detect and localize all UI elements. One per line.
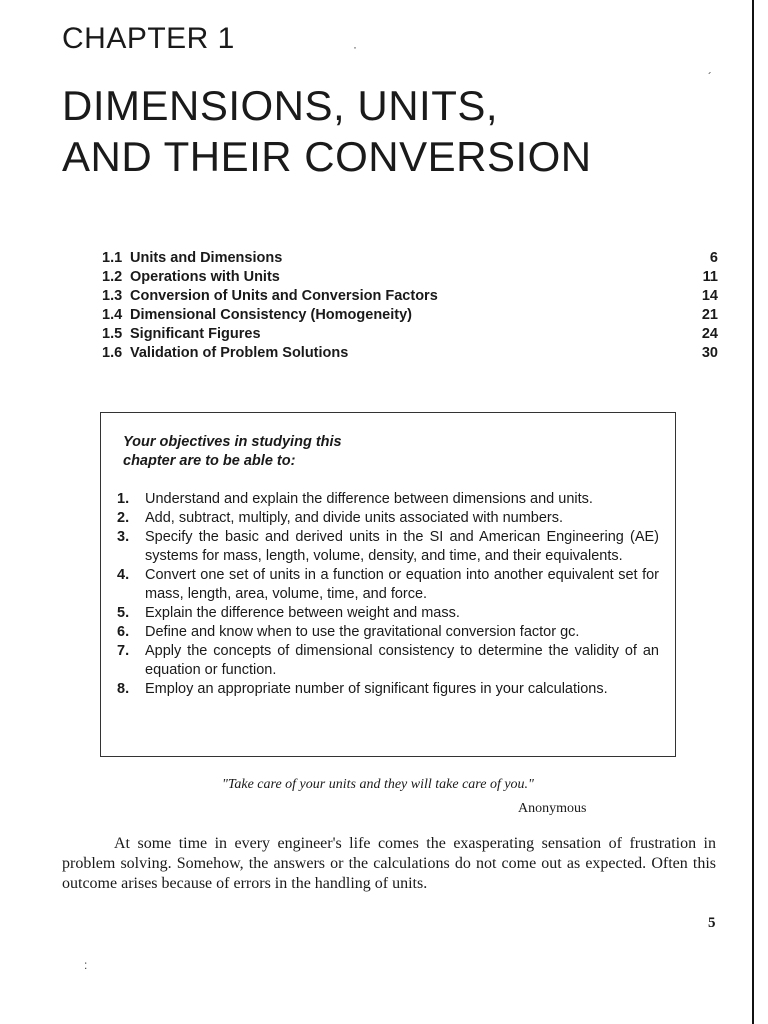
toc-section-title: Conversion of Units and Conversion Factors: [130, 288, 438, 304]
toc-entry[interactable]: [102, 268, 718, 287]
toc-page-number: 30: [701, 345, 718, 361]
toc-section-title: Significant Figures: [130, 326, 261, 342]
toc-entry[interactable]: [102, 249, 718, 268]
chapter-title-line: AND THEIR CONVERSION: [62, 133, 592, 180]
toc-section-number: 1.1: [102, 250, 123, 266]
toc-section-title: Dimensional Consistency (Homogeneity): [130, 307, 412, 323]
chapter-title: [62, 80, 592, 182]
objective-number: 2.: [117, 510, 130, 526]
objective-item: [117, 680, 659, 699]
epigraph-quote: "Take care of your units and they will take care of you.": [222, 777, 534, 792]
objective-item: [117, 509, 659, 528]
objective-item: [117, 623, 659, 642]
toc-section-title: Operations with Units: [130, 269, 280, 285]
toc-entry[interactable]: [102, 344, 718, 363]
objectives-box: [100, 412, 676, 757]
objectives-list: [117, 490, 659, 699]
objective-text: Employ an appropriate number of significant figures in your calculations.: [145, 681, 608, 697]
body-paragraph: At some time in every engineer's life comes the exasperating sensation of frustration in problem solving. Somehow, the answers or the calculations do not come out as expected. Often this outcome arises because of errors in the handling of units.: [62, 835, 716, 892]
toc-section-number: 1.3: [102, 288, 123, 304]
objective-text: Apply the concepts of dimensional consistency to determine the validity of an equation or function.: [145, 643, 659, 678]
objective-number: 8.: [117, 681, 130, 697]
objective-number: 3.: [117, 529, 130, 545]
objective-text: Explain the difference between weight and mass.: [145, 605, 460, 621]
objectives-heading: [123, 433, 423, 471]
toc-page-number: 6: [709, 250, 718, 266]
toc-entry[interactable]: [102, 306, 718, 325]
toc-section-number: 1.2: [102, 269, 123, 285]
toc-entry[interactable]: [102, 287, 718, 306]
objective-number: 1.: [117, 491, 130, 507]
objective-item: [117, 642, 659, 680]
toc-page-number: 11: [702, 269, 718, 285]
chapter-title-line: DIMENSIONS, UNITS,: [62, 82, 499, 129]
objective-item: [117, 490, 659, 509]
scan-speck: ´: [708, 70, 712, 84]
page-number: 5: [708, 915, 716, 931]
toc-page-number: 24: [701, 326, 718, 342]
objective-number: 7.: [117, 643, 130, 659]
scan-speck: :: [84, 958, 88, 972]
chapter-label: CHAPTER 1: [62, 22, 235, 55]
page-edge-line: [752, 0, 754, 1024]
toc-section-title: Validation of Problem Solutions: [130, 345, 349, 361]
objective-item: [117, 566, 659, 604]
toc-page-number: 14: [701, 288, 718, 304]
objective-item: [117, 528, 659, 566]
toc-entry[interactable]: [102, 325, 718, 344]
objective-number: 5.: [117, 605, 130, 621]
objective-text: Understand and explain the difference between dimensions and units.: [145, 491, 593, 507]
objective-text: Convert one set of units in a function or equation into another equivalent set for mass, length, area, volume, time, and force.: [145, 567, 659, 602]
objective-number: 6.: [117, 624, 130, 640]
objectives-heading-line: chapter are to be able to:: [123, 453, 296, 469]
toc-page-number: 21: [701, 307, 718, 323]
objective-number: 4.: [117, 567, 130, 583]
toc-section-title: Units and Dimensions: [130, 250, 283, 266]
objective-item: [117, 604, 659, 623]
epigraph-author: Anonymous: [518, 801, 587, 816]
toc-section-number: 1.4: [102, 307, 123, 323]
objective-text: Specify the basic and derived units in the SI and American Engineering (AE) systems for mass, length, volume, density, and time, and their equivalents.: [145, 529, 659, 564]
objective-text: Add, subtract, multiply, and divide units associated with numbers.: [145, 510, 564, 526]
table-of-contents: [102, 249, 718, 363]
objectives-heading-line: Your objectives in studying this: [123, 434, 342, 450]
scan-speck: ·: [353, 40, 357, 54]
toc-section-number: 1.5: [102, 326, 123, 342]
toc-section-number: 1.6: [102, 345, 123, 361]
objective-text: Define and know when to use the gravitational conversion factor gc.: [145, 624, 580, 640]
